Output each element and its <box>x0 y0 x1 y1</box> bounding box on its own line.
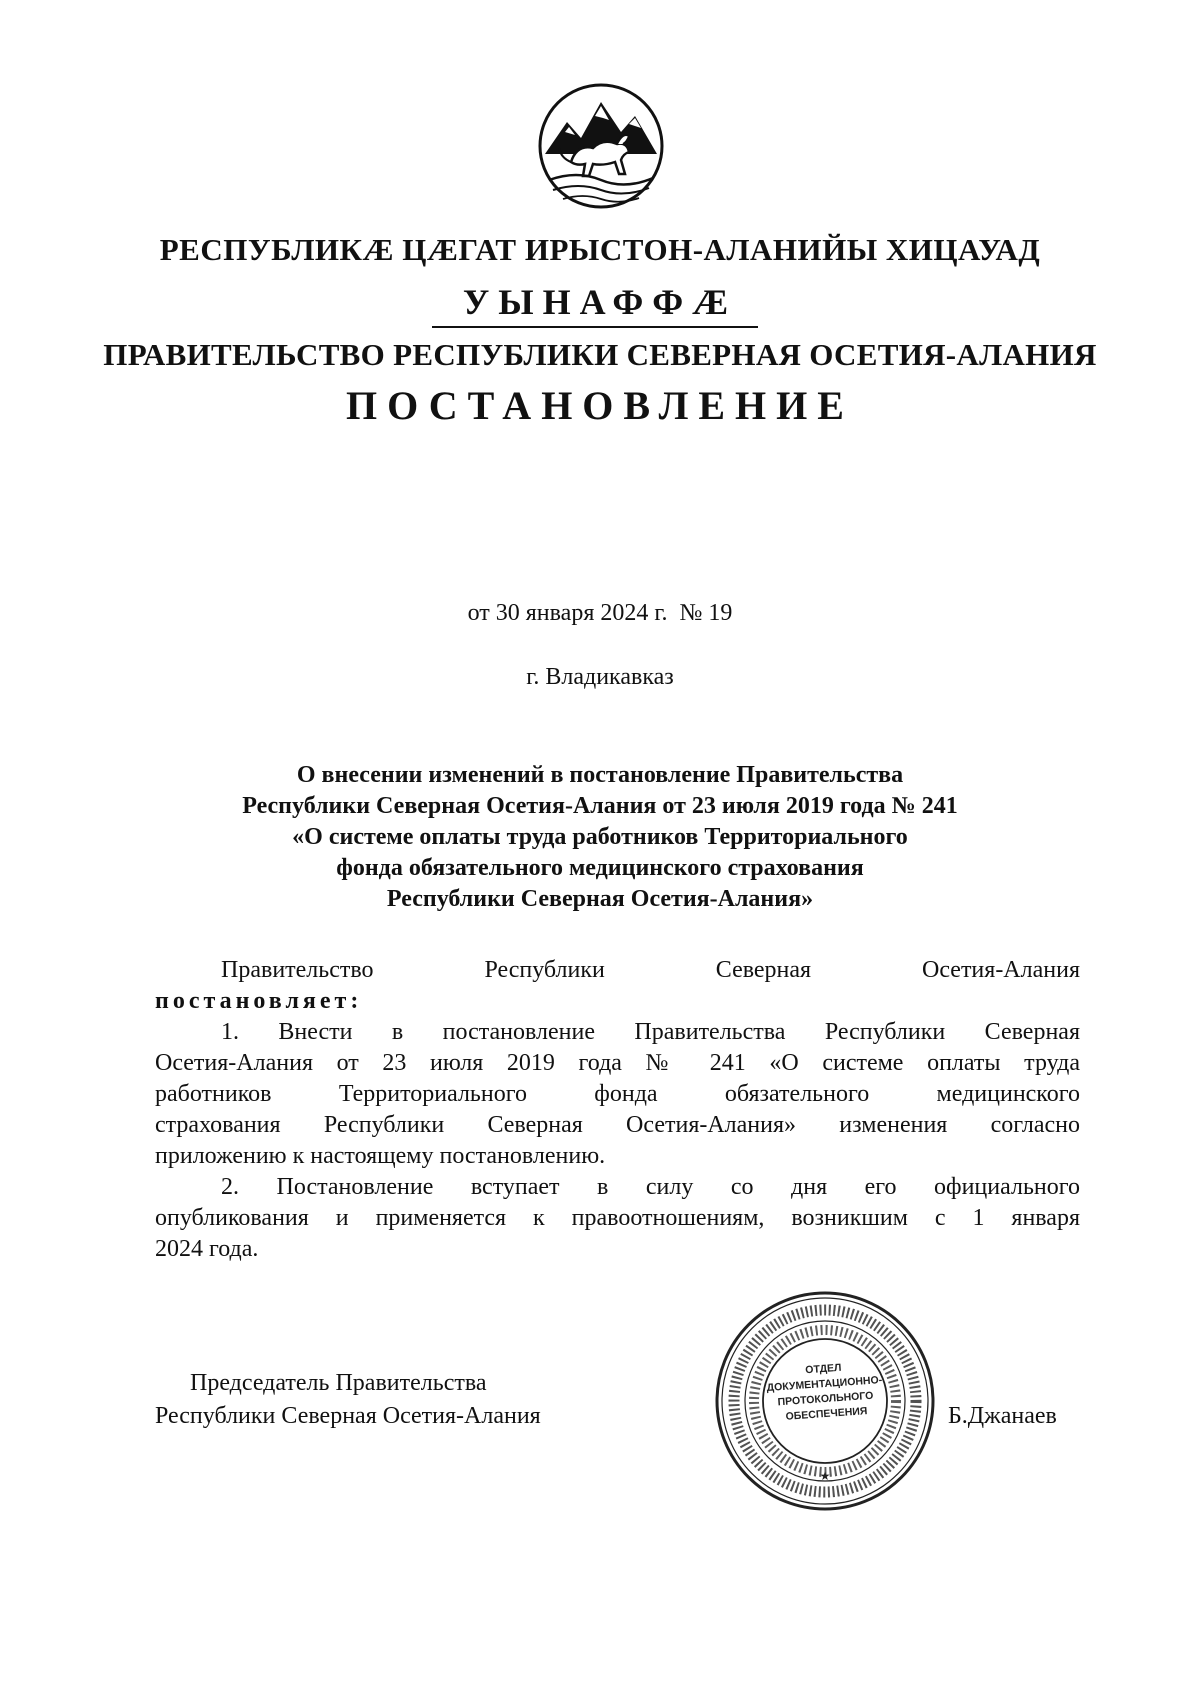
item2-line: опубликования и применяется к правоотношениям, возникшим с 1 января <box>155 1205 1080 1231</box>
document-body <box>155 955 1080 1265</box>
stamp-center-text: ОТДЕЛ ДОКУМЕНТАЦИОННО- ПРОТОКОЛЬНОГО ОБЕСПЕЧЕНИЯ <box>766 1361 883 1423</box>
signatory-position-line2: Республики Северная Осетия-Алания <box>155 1403 541 1429</box>
title-line: «О системе оплаты труда работников Территориального <box>292 824 908 850</box>
item1-line: приложению к настоящему постановлению. <box>155 1143 606 1169</box>
document-number: № 19 <box>679 600 733 626</box>
title-line: фонда обязательного медицинского страхования <box>336 855 864 881</box>
ossetian-document-type: УЫНАФФÆ <box>462 282 738 322</box>
signatory-position-line1: Председатель Правительства <box>190 1370 487 1396</box>
document-date: от 30 января 2024 г. <box>467 600 668 626</box>
document-date-number <box>0 600 1200 627</box>
header-divider <box>432 326 758 328</box>
title-line: Республики Северная Осетия-Алания» <box>386 886 814 912</box>
item2-line: 2. Постановление вступает в силу со дня его официального <box>221 1174 1080 1200</box>
russian-government-title: ПРАВИТЕЛЬСТВО РЕСПУБЛИКИ СЕВЕРНАЯ ОСЕТИЯ-АЛАНИЯ <box>103 337 1097 372</box>
item1-line: страхования Республики Северная Осетия-Алания» изменения согласно <box>155 1112 1080 1138</box>
coat-of-arms-emblem <box>537 82 665 210</box>
ossetian-government-title: РЕСПУБЛИКÆ ЦÆГАТ ИРЫСТОН-АЛАНИЙЫ ХИЦАУАД <box>159 232 1041 267</box>
item1-line: Осетия-Алания от 23 июля 2019 года № 241 «О системе оплаты труда <box>155 1050 1080 1076</box>
decrees-word: постановляет: <box>155 988 363 1014</box>
document-subject-title <box>160 760 1040 915</box>
signatory-name: Б.Джанаев <box>948 1403 1057 1429</box>
document-city: г. Владикавказ <box>526 664 674 690</box>
item2-line: 2024 года. <box>155 1236 259 1262</box>
title-line: Республики Северная Осетия-Алания от 23 июля 2019 года № 241 <box>242 793 958 819</box>
title-line: О внесении изменений в постановление Правительства <box>296 762 904 788</box>
preamble-line: Правительство Республики Северная Осетия-Алания <box>221 957 1080 983</box>
item1-line: работников Территориального фонда обязательного медицинского <box>155 1081 1080 1107</box>
item1-line: 1. Внести в постановление Правительства Республики Северная <box>221 1019 1080 1045</box>
svg-text:★: ★ <box>819 1469 831 1483</box>
russian-document-type: ПОСТАНОВЛЕНИЕ <box>346 383 854 428</box>
